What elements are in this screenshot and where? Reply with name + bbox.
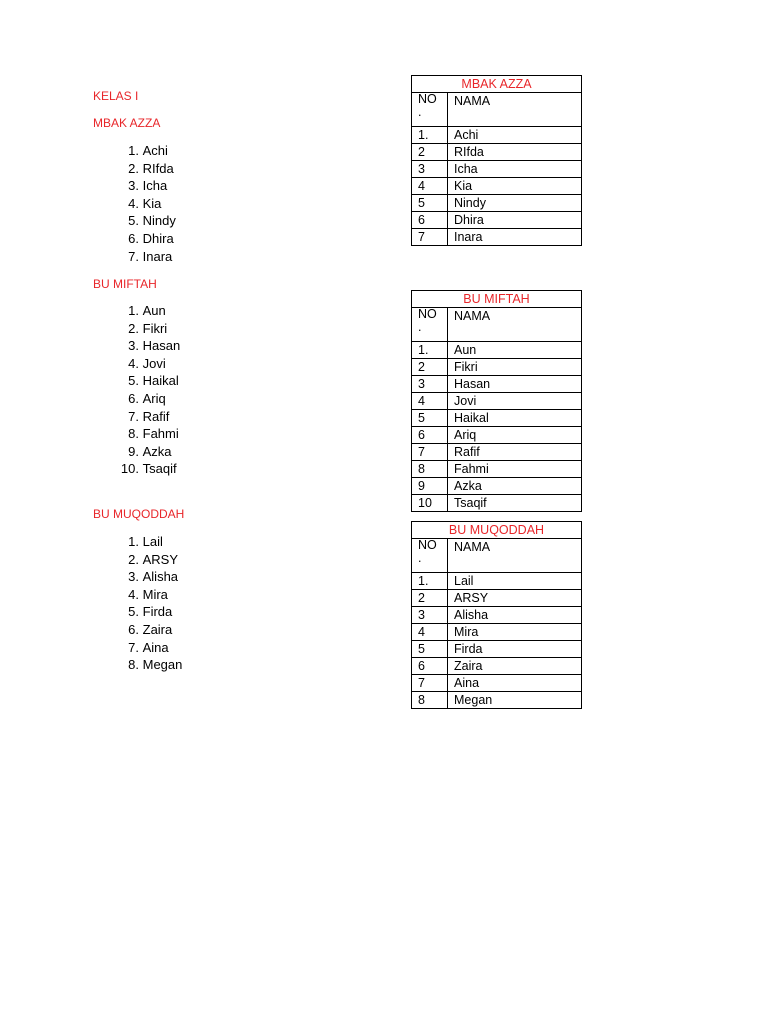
list-name: Aina <box>142 639 169 655</box>
cell-name: Nindy <box>448 195 582 212</box>
cell-no: 3 <box>412 607 448 624</box>
table-row <box>412 641 582 658</box>
list-item <box>112 390 180 408</box>
list-item <box>112 603 182 621</box>
cell-no: 6 <box>412 427 448 444</box>
table-row <box>412 573 582 590</box>
list-number: 5. <box>128 373 139 389</box>
table-row <box>412 607 582 624</box>
list-name: Tsaqif <box>142 461 177 477</box>
list-number: 2. <box>128 320 139 336</box>
cell-no: 7 <box>412 229 448 246</box>
table-row <box>412 342 582 359</box>
cell-name: Zaira <box>448 658 582 675</box>
table-row <box>412 393 582 410</box>
list-item <box>112 639 182 657</box>
cell-name: Lail <box>448 573 582 590</box>
cell-name: Mira <box>448 624 582 641</box>
cell-no: 2 <box>412 359 448 376</box>
cell-no: 6 <box>412 658 448 675</box>
list-number: 3. <box>128 338 139 354</box>
cell-name: Aina <box>448 675 582 692</box>
cell-no: 8 <box>412 461 448 478</box>
cell-no: 5 <box>412 641 448 658</box>
table-row <box>412 195 582 212</box>
list-number: 3. <box>128 178 139 194</box>
table-row <box>412 495 582 512</box>
column-header-name: NAMA <box>448 539 582 573</box>
column-header-name: NAMA <box>448 93 582 127</box>
list-number: 1. <box>128 143 139 158</box>
cell-no: 7 <box>412 675 448 692</box>
list-name: Alisha <box>142 569 179 585</box>
table-row <box>412 212 582 229</box>
table-row <box>412 427 582 444</box>
list-name: Zaira <box>142 621 173 637</box>
table-row <box>412 461 582 478</box>
table-row <box>412 410 582 427</box>
cell-no: 1. <box>412 573 448 590</box>
list-name: Megan <box>142 657 183 673</box>
list-name: Haikal <box>142 373 179 389</box>
list-item <box>112 230 176 248</box>
list-name: Kia <box>142 195 162 211</box>
cell-name: Megan <box>448 692 582 709</box>
list-item <box>112 656 182 674</box>
list-item <box>112 337 180 355</box>
list-name: Ariq <box>142 390 166 406</box>
list-number: 2. <box>128 160 139 176</box>
list-name: RIfda <box>142 160 174 176</box>
list-item <box>112 355 180 373</box>
cell-name: Ariq <box>448 427 582 444</box>
cell-name: Hasan <box>448 376 582 393</box>
list-name: Azka <box>142 443 172 459</box>
cell-name: Alisha <box>448 607 582 624</box>
list-item <box>112 460 180 478</box>
cell-name: Dhira <box>448 212 582 229</box>
list-name: Achi <box>142 143 168 158</box>
list-number: 4. <box>128 355 139 371</box>
group-heading-mbak-azza: MBAK AZZA <box>93 116 161 130</box>
list-number: 3. <box>128 569 139 585</box>
list-item <box>112 177 176 195</box>
list-number: 8. <box>128 426 139 442</box>
group-heading-bu-muqoddah: BU MUQODDAH <box>93 507 185 521</box>
table-row <box>412 675 582 692</box>
cell-no: 4 <box>412 624 448 641</box>
cell-no: 3 <box>412 376 448 393</box>
list-name: Jovi <box>142 355 166 371</box>
list-number: 6. <box>128 390 139 406</box>
name-list-bu-muqoddah <box>112 533 182 674</box>
list-name: Firda <box>142 604 173 620</box>
name-list-bu-miftah <box>112 302 180 478</box>
list-item <box>112 302 180 320</box>
cell-no: 5 <box>412 195 448 212</box>
cell-name: Azka <box>448 478 582 495</box>
list-item <box>112 372 180 390</box>
list-item <box>112 533 182 551</box>
column-header-name: NAMA <box>448 308 582 342</box>
cell-name: RIfda <box>448 144 582 161</box>
table-caption: BU MUQODDAH <box>412 522 582 539</box>
cell-no: 5 <box>412 410 448 427</box>
table-row <box>412 444 582 461</box>
cell-name: Rafif <box>448 444 582 461</box>
table-row <box>412 590 582 607</box>
list-number: 1. <box>128 303 139 318</box>
cell-name: ARSY <box>448 590 582 607</box>
cell-name: Icha <box>448 161 582 178</box>
list-item <box>112 568 182 586</box>
cell-name: Kia <box>448 178 582 195</box>
list-item <box>112 212 176 230</box>
table-row <box>412 658 582 675</box>
list-item <box>112 551 182 569</box>
list-number: 7. <box>128 248 139 264</box>
cell-no: 4 <box>412 393 448 410</box>
list-name: Mira <box>142 586 168 602</box>
list-item <box>112 160 176 178</box>
list-item <box>112 443 180 461</box>
column-header-no: NO . <box>412 93 448 127</box>
list-item <box>112 408 180 426</box>
table-row <box>412 127 582 144</box>
list-item <box>112 425 180 443</box>
list-number: 6. <box>128 230 139 246</box>
cell-name: Achi <box>448 127 582 144</box>
list-name: Aun <box>142 303 166 318</box>
list-number: 5. <box>128 213 139 229</box>
group-heading-bu-miftah: BU MIFTAH <box>93 277 157 291</box>
list-item <box>112 248 176 266</box>
list-number: 5. <box>128 604 139 620</box>
cell-no: 10 <box>412 495 448 512</box>
table-row <box>412 624 582 641</box>
table-caption: BU MIFTAH <box>412 291 582 308</box>
cell-no: 8 <box>412 692 448 709</box>
cell-no: 2 <box>412 590 448 607</box>
list-name: Nindy <box>142 213 176 229</box>
table-bu-miftah <box>411 290 582 512</box>
cell-name: Fahmi <box>448 461 582 478</box>
list-item <box>112 586 182 604</box>
cell-name: Fikri <box>448 359 582 376</box>
table-row <box>412 478 582 495</box>
list-number: 7. <box>128 639 139 655</box>
list-name: Icha <box>142 178 168 194</box>
list-number: 4. <box>128 586 139 602</box>
table-row <box>412 376 582 393</box>
list-name: Fahmi <box>142 426 179 442</box>
page-title: KELAS I <box>93 89 139 103</box>
cell-name: Tsaqif <box>448 495 582 512</box>
table-row <box>412 178 582 195</box>
list-number: 4. <box>128 195 139 211</box>
list-number: 9. <box>128 443 139 459</box>
list-name: Rafif <box>142 408 170 424</box>
list-number: 1. <box>128 534 139 549</box>
table-row <box>412 161 582 178</box>
table-row <box>412 144 582 161</box>
list-number: 6. <box>128 621 139 637</box>
list-number: 2. <box>128 551 139 567</box>
cell-no: 3 <box>412 161 448 178</box>
list-name: Lail <box>142 534 163 549</box>
list-name: Inara <box>142 248 173 264</box>
list-number: 10. <box>120 461 139 477</box>
cell-no: 2 <box>412 144 448 161</box>
column-header-no: NO . <box>412 308 448 342</box>
list-name: ARSY <box>142 551 179 567</box>
cell-name: Aun <box>448 342 582 359</box>
table-mbak-azza <box>411 75 582 246</box>
list-number: 7. <box>128 408 139 424</box>
list-name: Dhira <box>142 230 174 246</box>
table-row <box>412 229 582 246</box>
list-item <box>112 621 182 639</box>
cell-name: Firda <box>448 641 582 658</box>
cell-no: 1. <box>412 127 448 144</box>
cell-name: Haikal <box>448 410 582 427</box>
cell-name: Inara <box>448 229 582 246</box>
list-item <box>112 195 176 213</box>
cell-no: 1. <box>412 342 448 359</box>
list-number: 8. <box>128 657 139 673</box>
table-row <box>412 692 582 709</box>
list-name: Hasan <box>142 338 181 354</box>
list-name: Fikri <box>142 320 168 336</box>
cell-no: 7 <box>412 444 448 461</box>
column-header-no: NO . <box>412 539 448 573</box>
cell-no: 9 <box>412 478 448 495</box>
list-item <box>112 142 176 160</box>
table-row <box>412 359 582 376</box>
table-caption: MBAK AZZA <box>412 76 582 93</box>
name-list-mbak-azza <box>112 142 176 265</box>
cell-no: 6 <box>412 212 448 229</box>
cell-no: 4 <box>412 178 448 195</box>
table-bu-muqoddah <box>411 521 582 709</box>
cell-name: Jovi <box>448 393 582 410</box>
list-item <box>112 320 180 338</box>
